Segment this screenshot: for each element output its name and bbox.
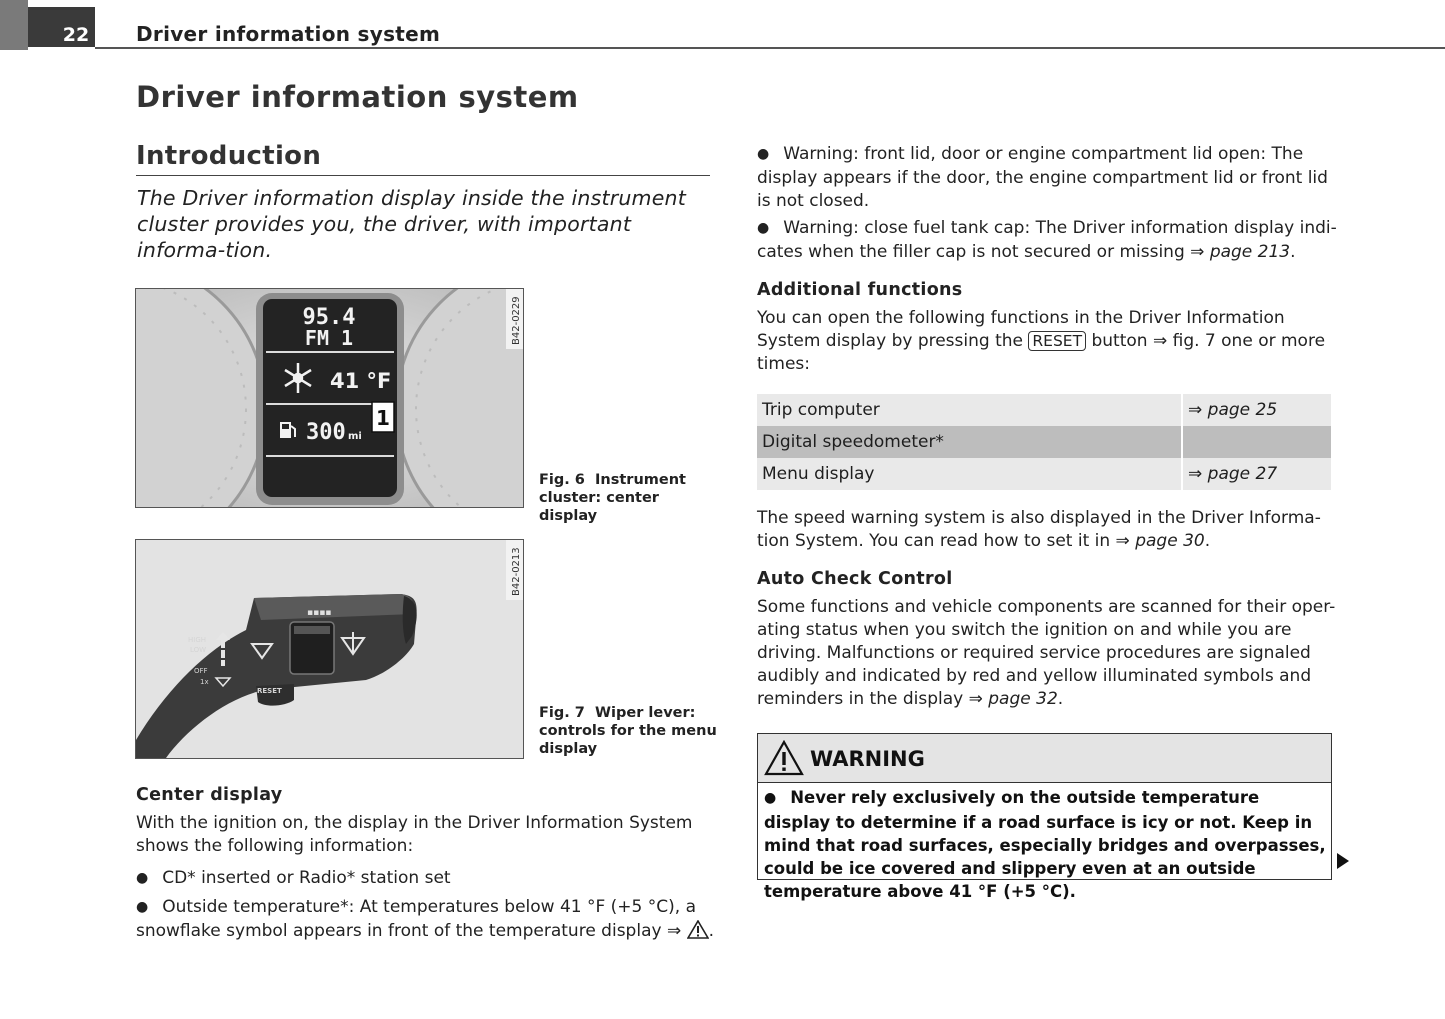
functions-table — [757, 394, 1331, 490]
figure-6-instrument-cluster — [135, 288, 524, 508]
figure-7-caption-text: Wiper lever: controls for the menu display — [539, 705, 717, 757]
reset-button-label: RESET — [257, 687, 282, 695]
svg-text:▪▪▪▪: ▪▪▪▪ — [307, 608, 332, 618]
reset-key: RESET — [1028, 331, 1086, 351]
section-rule — [136, 175, 710, 176]
wiper-lever-illustration — [136, 540, 523, 758]
page-ref[interactable]: page 27 — [1207, 464, 1278, 484]
table-cell-function: Menu display — [757, 458, 1182, 490]
bullet-2-text: Outside temperature*: At temperatures below 41 °F (+5 °C), a snowflake symbol appears in front of the temperature display — [136, 897, 697, 941]
table-cell-function: Trip computer — [757, 394, 1182, 426]
bullet-fuel-cap: ● Warning: close fuel tank cap: The Driver information display indi-cates when the filler cap is not secured or missing ⇒ page 213. — [757, 217, 1337, 264]
reference-arrow-icon: ⇒ — [1115, 531, 1130, 551]
figure-7-caption — [539, 704, 719, 758]
page-ref-213[interactable]: page 213 — [1209, 242, 1291, 262]
callout-1: 1 — [376, 406, 390, 430]
auto-check-text: Some functions and vehicle components are scanned for their oper-ating status when you switch the ignition on and while you are driving. Malfunctions or required service procedures are signaled audibly and indicated by red and yellow illuminated symbols and reminders in the display ⇒ page 32. — [757, 597, 1336, 709]
figure-6-caption — [539, 471, 719, 525]
figure-7-number: Fig. 7 — [539, 705, 585, 721]
table-cell-ref[interactable] — [1182, 458, 1331, 490]
table-cell-ref[interactable] — [1182, 394, 1331, 426]
speed-warning-text: The speed warning system is also displayed in the Driver Informa-tion System. You can read how to set it in ⇒ page 30. — [757, 508, 1321, 551]
reference-arrow-icon: ⇒ — [968, 689, 983, 709]
warning-box — [757, 733, 1332, 901]
bullet-lid-open — [757, 143, 1337, 213]
intro-text: The Driver information display inside the instrument cluster provides you, the driver, with important informa-tion. — [137, 186, 686, 262]
label-off: OFF — [194, 667, 208, 675]
table-row — [757, 394, 1331, 426]
display-range: 300 — [306, 420, 346, 445]
label-high: HIGH — [188, 636, 207, 644]
table-cell-ref — [1182, 426, 1331, 458]
warning-body-text: Never rely exclusively on the outside temperature display to determine if a road surface is icy or not. Keep in mind that road surfaces, especially bridges and overpasses, could be ice covered and slippery even at an outside temperature above 41 °F (+5 °C). — [764, 788, 1326, 901]
auto-check-heading: Auto Check Control — [757, 569, 953, 589]
additional-text-3: one or more times: — [757, 331, 1326, 374]
display-temperature: 41 °F — [330, 369, 392, 393]
table-row — [757, 458, 1331, 490]
reference-arrow-icon: ⇒ — [666, 921, 682, 941]
additional-text-1: You can open the following functions in the Driver Information System display by pressing the — [757, 308, 1285, 351]
table-row — [757, 426, 1331, 458]
figure-6-caption-text: Instrument cluster: center display — [539, 472, 686, 524]
reference-arrow-icon: ⇒ — [1188, 464, 1203, 484]
section-heading: Introduction — [136, 141, 322, 171]
auto-text: Some functions and vehicle components are scanned for their oper-ating status when you switch the ignition on and while you are driving. Malfunctions or required service procedures are signaled audibly and indicated by red and yellow illuminated symbols and reminders in the display — [757, 597, 1336, 709]
continue-arrow-icon — [1336, 852, 1350, 870]
running-title: Driver information system — [136, 22, 441, 46]
figure-code: B42-0229 — [511, 296, 522, 345]
table-cell-function: Digital speedometer* — [757, 426, 1182, 458]
page-ref-30[interactable]: page 30 — [1135, 531, 1205, 551]
warning-header — [758, 734, 1331, 783]
reference-arrow-icon: ⇒ — [1190, 242, 1205, 262]
figure-6-number: Fig. 6 — [539, 472, 585, 488]
header-rule — [95, 47, 1445, 49]
page-number: 22 — [62, 24, 90, 46]
center-display-heading: Center display — [136, 785, 283, 805]
page-ref-32[interactable]: page 32 — [988, 689, 1058, 709]
instrument-cluster-illustration — [136, 289, 523, 507]
label-1x: 1x — [200, 678, 209, 686]
display-range-unit: mi — [348, 431, 362, 442]
page-title: Driver information system — [136, 80, 579, 114]
warning-title: WARNING — [810, 747, 925, 771]
warning-triangle-icon — [764, 740, 804, 776]
header-edge — [0, 0, 28, 50]
page-ref[interactable]: page 25 — [1207, 400, 1278, 420]
reference-arrow-icon: ⇒ — [1188, 400, 1203, 420]
additional-functions-text — [757, 307, 1337, 376]
figure-code: B42-0213 — [511, 547, 522, 596]
additional-functions-heading: Additional functions — [757, 280, 963, 300]
center-display-bullet-1 — [136, 867, 716, 891]
display-band: FM 1 — [304, 326, 354, 350]
bullet-1-text: CD* inserted or Radio* station set — [162, 868, 451, 888]
bullet-fuel-text: Warning: close fuel tank cap: The Driver information display indi-cates when the filler cap is not secured or missing — [757, 218, 1337, 262]
display-frequency: 95.4 — [302, 305, 356, 330]
warning-text — [764, 786, 1326, 903]
speed-text: The speed warning system is also displayed in the Driver Informa-tion System. You can read how to set it in — [757, 508, 1321, 551]
bullet-lid-text: Warning: front lid, door or engine compartment lid open: The display appears if the door, the engine compartment lid or front lid is not closed. — [757, 144, 1328, 211]
center-display-text: With the ignition on, the display in the Driver Information System shows the following information: — [136, 813, 693, 856]
warning-triangle-icon — [687, 920, 709, 946]
additional-text-2: button — [1091, 331, 1148, 351]
reference-arrow-icon: ⇒ — [1152, 331, 1168, 351]
label-low: LOW — [190, 646, 207, 654]
figure-7-wiper-lever — [135, 539, 524, 759]
center-display-bullet-2: ● Outside temperature*: At temperatures below 41 °F (+5 °C), a snowflake symbol appears in front of the temperature display ⇒ . — [136, 896, 716, 946]
fig-7-reference[interactable]: fig. 7 — [1172, 331, 1216, 351]
